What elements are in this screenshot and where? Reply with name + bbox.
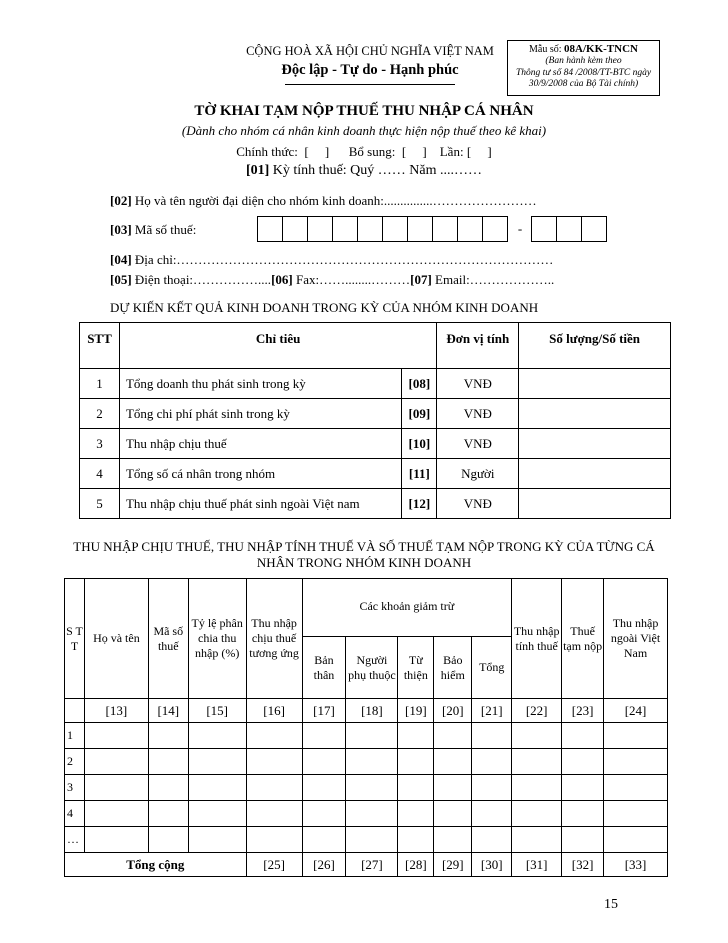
table-row bbox=[80, 459, 671, 489]
field-representative-name[interactable] bbox=[110, 193, 537, 209]
row-value-cell[interactable] bbox=[519, 459, 671, 489]
issued-line-2: Thông tư số 84 /2008/TT-BTC ngày bbox=[515, 67, 652, 78]
issued-line-1: (Ban hành kèm theo bbox=[545, 56, 622, 66]
row-stt: 1 bbox=[65, 723, 85, 749]
row-stt: 4 bbox=[65, 801, 85, 827]
row-indicator: Tổng doanh thu phát sinh trong kỳ bbox=[119, 369, 401, 399]
table-header-row bbox=[65, 579, 668, 637]
field-code-01: [01] bbox=[245, 163, 270, 178]
field-address[interactable] bbox=[110, 252, 553, 268]
code-cell: [16] bbox=[246, 699, 302, 723]
row-code: [09] bbox=[402, 399, 437, 429]
row-code: [11] bbox=[402, 459, 437, 489]
total-code: [32] bbox=[562, 853, 604, 877]
table-row[interactable] bbox=[65, 827, 668, 853]
tax-id-digit[interactable] bbox=[357, 216, 383, 242]
declaration-kind: Chính thức: [ ] Bổ sung: [ ] Lần: [ ] bbox=[236, 144, 492, 159]
tax-id-digit[interactable] bbox=[482, 216, 508, 242]
table-row bbox=[80, 369, 671, 399]
total-code: [27] bbox=[346, 853, 398, 877]
page-number: 15 bbox=[604, 897, 618, 912]
code-cell: [13] bbox=[84, 699, 148, 723]
code-cell: [22] bbox=[512, 699, 562, 723]
table-row[interactable] bbox=[65, 775, 668, 801]
tax-id-digit[interactable] bbox=[282, 216, 308, 242]
tax-period bbox=[60, 163, 668, 179]
row-stt: 1 bbox=[80, 369, 120, 399]
row-stt: 3 bbox=[65, 775, 85, 801]
row-code: [12] bbox=[402, 489, 437, 519]
table-row[interactable] bbox=[65, 801, 668, 827]
tax-id-digit[interactable] bbox=[257, 216, 283, 242]
header-stt: STT bbox=[80, 323, 120, 369]
code-cell: [20] bbox=[434, 699, 472, 723]
row-unit: Người bbox=[437, 459, 519, 489]
field-03-label: Mã số thuế: bbox=[131, 222, 197, 237]
row-indicator: Tổng số cá nhân trong nhóm bbox=[119, 459, 401, 489]
header-deductions: Các khoản giảm trừ bbox=[302, 579, 512, 637]
row-value-cell[interactable] bbox=[519, 369, 671, 399]
business-results-table bbox=[79, 322, 671, 519]
table-row[interactable] bbox=[65, 749, 668, 775]
form-code-box bbox=[507, 40, 660, 96]
total-code: [33] bbox=[604, 853, 668, 877]
header-charity: Từ thiện bbox=[398, 637, 434, 699]
header-name: Họ và tên bbox=[84, 579, 148, 699]
total-code: [26] bbox=[302, 853, 346, 877]
section1-title: DỰ KIẾN KẾT QUẢ KINH DOANH TRONG KỲ CỦA NHÓM KINH DOANH bbox=[110, 300, 539, 315]
header-taxable-income: Thu nhập chịu thuế tương ứng bbox=[246, 579, 302, 699]
form-code-label: Mẫu số: bbox=[529, 44, 565, 55]
motto: Độc lập - Tự do - Hạnh phúc bbox=[281, 62, 459, 78]
row-code: [10] bbox=[402, 429, 437, 459]
header-dependents: Người phụ thuộc bbox=[346, 637, 398, 699]
header-assessable-income: Thu nhập tính thuế bbox=[512, 579, 562, 699]
document-title: TỜ KHAI TẠM NỘP THUẾ THU NHẬP CÁ NHÂN bbox=[194, 103, 534, 119]
field-phone-label: Điện thoại:…………….... bbox=[131, 272, 272, 287]
total-row bbox=[65, 853, 668, 877]
code-cell: [21] bbox=[472, 699, 512, 723]
field-04-label: Địa chỉ:…………………………………………………………………………… bbox=[131, 252, 554, 267]
tax-id-digit[interactable] bbox=[556, 216, 582, 242]
header-amount: Số lượng/Số tiền bbox=[519, 323, 671, 369]
tax-id-boxes[interactable] bbox=[258, 216, 607, 242]
code-cell: [18] bbox=[346, 699, 398, 723]
row-value-cell[interactable] bbox=[519, 489, 671, 519]
total-code: [30] bbox=[472, 853, 512, 877]
motto-underline bbox=[285, 84, 455, 85]
header-prepaid-tax: Thuế tạm nộp bbox=[562, 579, 604, 699]
header-unit: Đơn vị tính bbox=[437, 323, 519, 369]
row-stt: 2 bbox=[80, 399, 120, 429]
form-code: 08A/KK-TNCN bbox=[564, 43, 638, 55]
tax-id-dash: - bbox=[517, 221, 523, 236]
table-row bbox=[80, 489, 671, 519]
field-code-03: [03] bbox=[110, 222, 132, 237]
row-unit: VNĐ bbox=[437, 399, 519, 429]
field-code-05: [05] bbox=[110, 272, 132, 287]
header-tax-id: Mã số thuế bbox=[148, 579, 188, 699]
row-indicator: Tổng chi phí phát sinh trong kỳ bbox=[119, 399, 401, 429]
row-stt: 3 bbox=[80, 429, 120, 459]
code-cell: [19] bbox=[398, 699, 434, 723]
header-ratio: Tỷ lệ phân chia thu nhập (%) bbox=[188, 579, 246, 699]
tax-id-digit[interactable] bbox=[457, 216, 483, 242]
total-code: [25] bbox=[246, 853, 302, 877]
code-cell: [14] bbox=[148, 699, 188, 723]
table-header-row bbox=[80, 323, 671, 369]
field-fax-label: Fax:……........……… bbox=[292, 272, 411, 287]
field-code-07: [07] bbox=[410, 272, 432, 287]
code-cell: [24] bbox=[604, 699, 668, 723]
tax-id-digit[interactable] bbox=[332, 216, 358, 242]
row-stt: 4 bbox=[80, 459, 120, 489]
code-row bbox=[65, 699, 668, 723]
nation-heading: CỘNG HOÀ XÃ HỘI CHỦ NGHĨA VIỆT NAM bbox=[246, 44, 494, 58]
row-unit: VNĐ bbox=[437, 429, 519, 459]
total-label: Tổng cộng bbox=[65, 853, 247, 877]
field-email-label: Email:……………….. bbox=[431, 272, 555, 287]
field-tax-id-label bbox=[110, 222, 196, 238]
code-cell: [15] bbox=[188, 699, 246, 723]
row-value-cell[interactable] bbox=[519, 429, 671, 459]
tax-id-digit[interactable] bbox=[307, 216, 333, 242]
tax-id-digit[interactable] bbox=[531, 216, 557, 242]
table-row bbox=[80, 399, 671, 429]
row-value-cell[interactable] bbox=[519, 399, 671, 429]
header-stt: S T T bbox=[65, 579, 85, 699]
row-stt: 5 bbox=[80, 489, 120, 519]
header-indicator: Chỉ tiêu bbox=[119, 323, 436, 369]
total-code: [31] bbox=[512, 853, 562, 877]
total-code: [29] bbox=[434, 853, 472, 877]
header-foreign-income: Thu nhập ngoài Việt Nam bbox=[604, 579, 668, 699]
total-code: [28] bbox=[398, 853, 434, 877]
tax-id-digit[interactable] bbox=[382, 216, 408, 242]
code-cell: [23] bbox=[562, 699, 604, 723]
header-self: Bản thân bbox=[302, 637, 346, 699]
header-insurance: Bảo hiểm bbox=[434, 637, 472, 699]
code-cell: [17] bbox=[302, 699, 346, 723]
row-stt: … bbox=[65, 827, 85, 853]
row-stt: 2 bbox=[65, 749, 85, 775]
tax-period-text: Kỳ tính thuế: Quý …… Năm ....…… bbox=[269, 163, 483, 178]
table-row bbox=[80, 429, 671, 459]
table-row[interactable] bbox=[65, 723, 668, 749]
header-total: Tổng bbox=[472, 637, 512, 699]
field-02-label: Họ và tên người đại diện cho nhóm kinh doanh:...............…………………… bbox=[131, 193, 537, 208]
row-indicator: Thu nhập chịu thuế phát sinh ngoài Việt nam bbox=[119, 489, 401, 519]
row-indicator: Thu nhập chịu thuế bbox=[119, 429, 401, 459]
row-unit: VNĐ bbox=[437, 369, 519, 399]
issued-line-3: 30/9/2008 của Bộ Tài chính) bbox=[528, 79, 639, 89]
field-code-06: [06] bbox=[271, 272, 293, 287]
field-contact-line[interactable] bbox=[110, 272, 554, 288]
section2-title: THU NHẬP CHỊU THUẾ, THU NHẬP TÍNH THUẾ VÀ SỐ THUẾ TẠM NỘP TRONG KỲ CỦA TỪNG CÁ NHÂN TRONG NHÓM KINH DOANH bbox=[73, 539, 655, 570]
individual-income-table bbox=[64, 578, 668, 877]
field-code-02: [02] bbox=[110, 193, 132, 208]
code-cell bbox=[65, 699, 85, 723]
row-code: [08] bbox=[402, 369, 437, 399]
tax-id-digit[interactable] bbox=[581, 216, 607, 242]
document-subtitle: (Dành cho nhóm cá nhân kinh doanh thực hiện nộp thuế theo kê khai) bbox=[181, 123, 547, 138]
tax-id-digit[interactable] bbox=[432, 216, 458, 242]
row-unit: VNĐ bbox=[437, 489, 519, 519]
tax-id-digit[interactable] bbox=[407, 216, 433, 242]
field-code-04: [04] bbox=[110, 252, 132, 267]
